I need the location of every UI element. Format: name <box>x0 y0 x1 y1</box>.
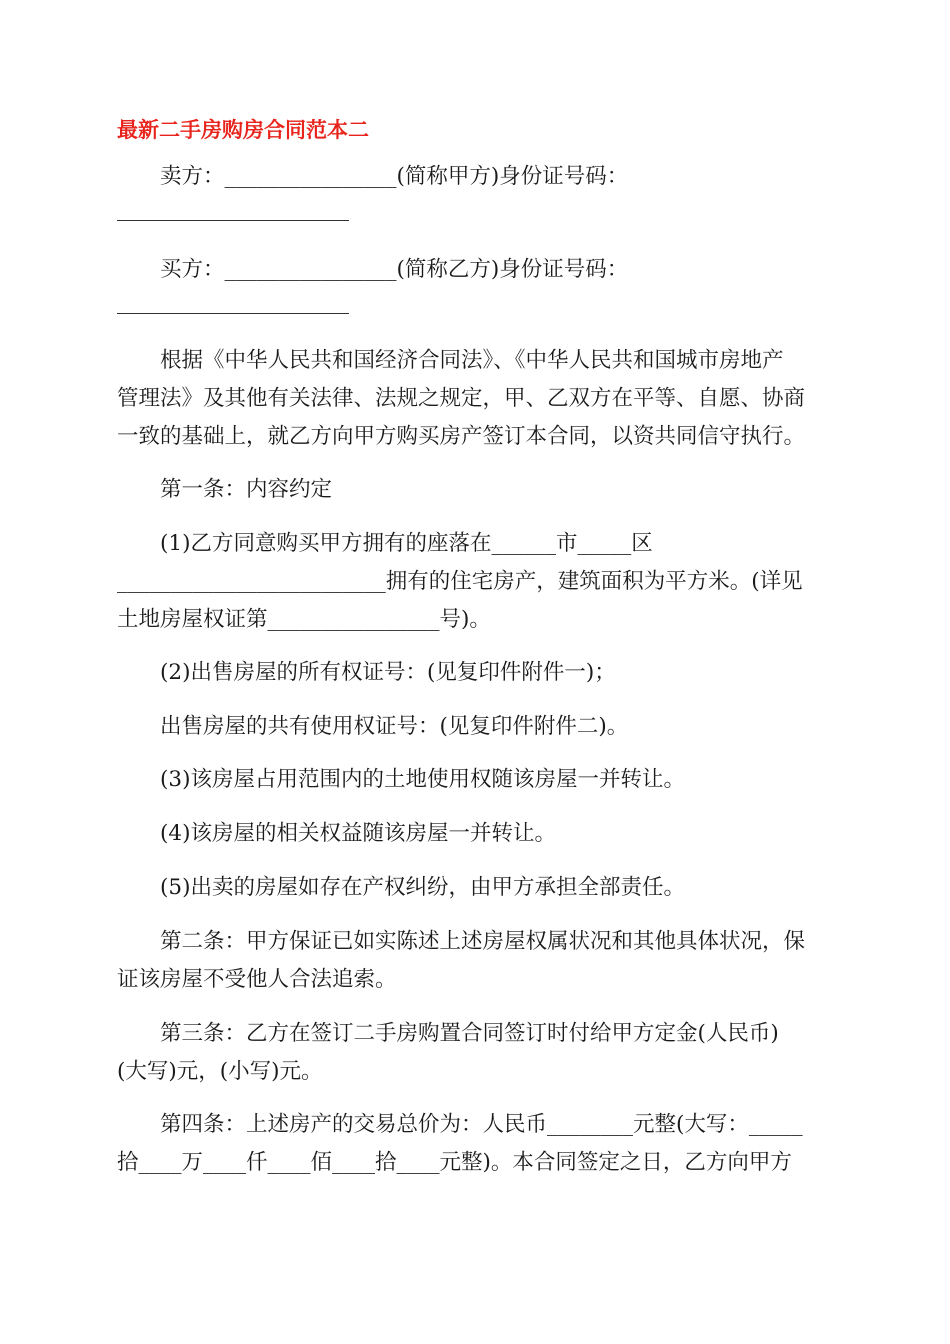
document-title: 最新二手房购房合同范本二 <box>117 118 369 142</box>
article3-line-2: (大写)元，(小写)元。 <box>117 1059 323 1084</box>
preamble-line-3: 一致的基础上，就乙方向甲方购买房产签订本合同，以资共同信守执行。 <box>117 424 806 449</box>
article1-item2a: (2)出售房屋的所有权证号：(见复印件附件一)； <box>160 660 616 685</box>
buyer-line: 买方：________________(简称乙方)身份证号码： <box>160 257 629 282</box>
article1-item2b: 出售房屋的共有使用权证号：(见复印件附件二)。 <box>160 714 629 739</box>
article1-item4: (4)该房屋的相关权益随该房屋一并转让。 <box>160 821 556 846</box>
seller-line: 卖方：________________(简称甲方)身份证号码： <box>160 164 629 189</box>
article1-item5: (5)出卖的房屋如存在产权纠纷，由甲方承担全部责任。 <box>160 875 685 900</box>
article1-item1-line-3: 土地房屋权证第________________号)。 <box>117 607 491 632</box>
seller-id-blank <box>117 220 349 221</box>
article4-line-1: 第四条：上述房产的交易总价为：人民币________元整(大写：_____ <box>160 1112 803 1137</box>
article1-item3: (3)该房屋占用范围内的土地使用权随该房屋一并转让。 <box>160 767 685 792</box>
preamble-line-1: 根据《中华人民共和国经济合同法》、《中华人民共和国城市房地产 <box>160 348 784 373</box>
article2-line-2: 证该房屋不受他人合法追索。 <box>117 967 397 992</box>
preamble-line-2: 管理法》及其他有关法律、法规之规定，甲、乙双方在平等、自愿、协商 <box>117 386 806 411</box>
article1-item1-line-1: (1)乙方同意购买甲方拥有的座落在______市_____区 <box>160 531 653 556</box>
article1-heading: 第一条：内容约定 <box>160 477 333 502</box>
article2-line-1: 第二条：甲方保证已如实陈述上述房屋权属状况和其他具体状况，保 <box>160 929 806 954</box>
buyer-id-blank <box>117 313 349 314</box>
article1-item1-line-2: _________________________拥有的住宅房产，建筑面积为平方米。(详见 <box>117 569 803 594</box>
article4-line-2: 拾____万____仟____佰____拾____元整)。本合同签定之日，乙方向甲方 <box>117 1150 792 1175</box>
article3-line-1: 第三条：乙方在签订二手房购置合同签订时付给甲方定金(人民币) <box>160 1021 779 1046</box>
